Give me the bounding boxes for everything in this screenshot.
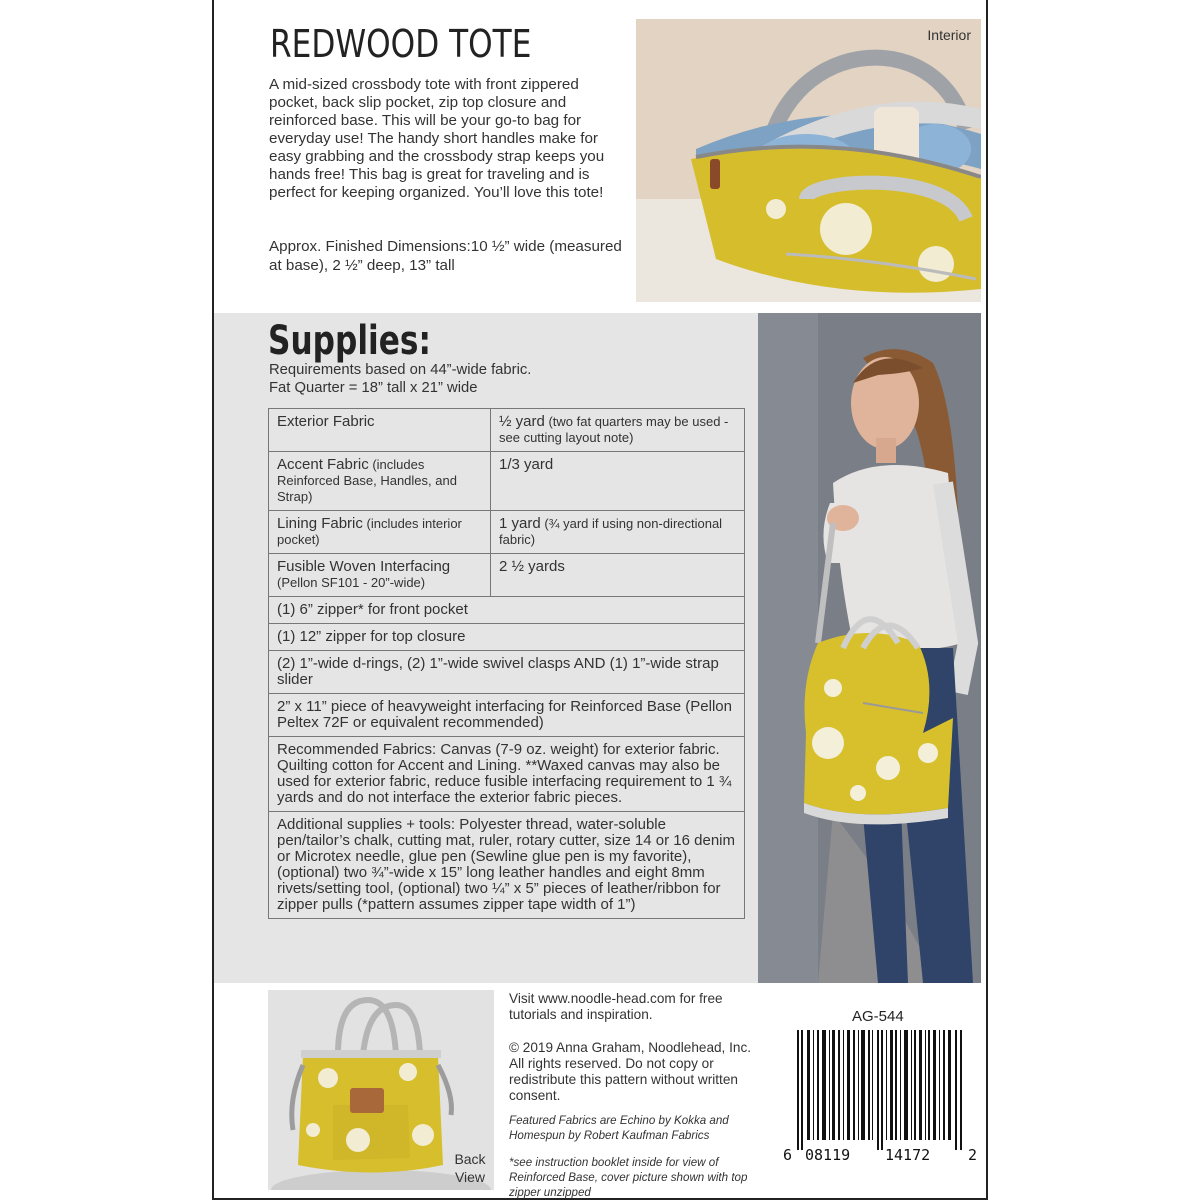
supply-qty: 1/3 yard	[499, 456, 554, 473]
footnote: *see instruction booklet inside for view of Reinforced Base, cover picture shown with top zipper unzipped	[509, 1156, 748, 1199]
copyright-notice: © 2019 Anna Graham, Noodlehead, Inc. All rights reserved. Do not copy or redistribute this pattern without written consent.	[509, 1040, 752, 1103]
supply-item: Fusible Woven Interfacing	[277, 558, 451, 575]
barcode-icon	[795, 1030, 965, 1150]
table-cell: Additional supplies + tools: Polyester thread, water-soluble pen/tailor’s chalk, cutting mat, ruler, rotary cutter, size 14 or 16 denim or Microtex needle, glue pen (Sewline glue pen is my favorite), (optional) two ¾”-wide x 15” long leather handles and eight 8mm rivets/setting tool, (optional) two ¼” x 5” pieces of leather/ribbon for zipper pulls (*pattern assumes zipper tape width of 1”)	[269, 812, 745, 919]
supplies-heading: Supplies:	[268, 318, 431, 364]
supply-item: Exterior Fabric	[277, 413, 375, 430]
back-label-line-1: Back	[454, 1151, 486, 1167]
table-row	[269, 737, 745, 812]
model-illustration	[758, 313, 981, 983]
website-note: Visit www.noodle-head.com for free tutorials and inspiration.	[509, 991, 723, 1022]
requirements-line-2: Fat Quarter = 18” tall x 21” wide	[269, 380, 478, 396]
table-cell	[269, 554, 491, 597]
table-row	[269, 511, 745, 554]
interior-photo	[636, 19, 981, 302]
supply-item: Accent Fabric	[277, 456, 369, 473]
barcode-digit-right: 2	[968, 1146, 978, 1164]
supply-qty: ½ yard	[499, 413, 545, 430]
finished-dimensions: Approx. Finished Dimensions:10 ½” wide (measured at base), 2 ½” deep, 13” tall	[269, 238, 622, 274]
table-cell	[491, 511, 745, 554]
intro-description: A mid-sized crossbody tote with front zippered pocket, back slip pocket, zip top closure and reinforced base. This will be your go-to bag for everyday use! The handy short handles make for easy grabbing and the crossbody strap keeps you hands free! This bag is great for traveling and is perfect for keeping organized. You’ll love this tote!	[269, 76, 605, 201]
requirements-note	[269, 361, 531, 397]
table-cell: (1) 6” zipper* for front pocket	[269, 597, 745, 624]
pattern-title: REDWOOD TOTE	[270, 22, 532, 66]
table-cell	[491, 554, 745, 597]
table-row	[269, 409, 745, 452]
supply-item-note: (includes interior pocket)	[277, 516, 462, 547]
model-photo	[758, 313, 981, 983]
table-cell: (2) 1”-wide d-rings, (2) 1”-wide swivel clasps AND (1) 1”-wide strap slider	[269, 651, 745, 694]
barcode-digits-group-2: 14172	[885, 1146, 931, 1164]
interior-illustration	[636, 19, 981, 302]
table-cell: 2” x 11” piece of heavyweight interfacing for Reinforced Base (Pellon Peltex 72F or equivalent recommended)	[269, 694, 745, 737]
supply-item: Lining Fabric	[277, 515, 363, 532]
supply-qty: 2 ½ yards	[499, 558, 565, 575]
supply-qty: 1 yard	[499, 515, 541, 532]
supply-qty-note: (two fat quarters may be used - see cutting layout note)	[499, 414, 729, 445]
table-row	[269, 812, 745, 919]
barcode-digit-left: 6	[783, 1146, 793, 1164]
table-row	[269, 694, 745, 737]
featured-fabrics: Featured Fabrics are Echino by Kokka and Homespun by Robert Kaufman Fabrics	[509, 1114, 729, 1142]
table-cell	[491, 452, 745, 511]
supply-item-note: (Pellon SF101 - 20”-wide)	[277, 575, 426, 590]
table-row	[269, 452, 745, 511]
requirements-line-1: Requirements based on 44”-wide fabric.	[269, 362, 532, 378]
table-row	[269, 554, 745, 597]
table-row	[269, 597, 745, 624]
table-row	[269, 651, 745, 694]
barcode-digits-group-1: 08119	[805, 1146, 851, 1164]
back-view-label	[452, 1150, 488, 1186]
table-cell	[269, 409, 491, 452]
interior-label: Interior	[927, 27, 971, 43]
table-cell	[491, 409, 745, 452]
table-cell	[269, 452, 491, 511]
supply-qty-note: (¾ yard if using non-directional fabric)	[499, 516, 723, 547]
sku-code: AG-544	[852, 1008, 904, 1025]
table-cell	[269, 511, 491, 554]
supplies-table	[268, 408, 745, 919]
supply-item-note: (includes Reinforced Base, Handles, and Strap)	[277, 457, 457, 504]
table-cell: Recommended Fabrics: Canvas (7-9 oz. weight) for exterior fabric. Quilting cotton for Accent and Lining. **Waxed canvas may also be used for exterior fabric, reduce fusible interfacing requirement to 1 ¾ yards and do not interface the exterior fabric pieces.	[269, 737, 745, 812]
table-row	[269, 624, 745, 651]
back-label-line-2: View	[454, 1169, 486, 1185]
table-cell: (1) 12” zipper for top closure	[269, 624, 745, 651]
